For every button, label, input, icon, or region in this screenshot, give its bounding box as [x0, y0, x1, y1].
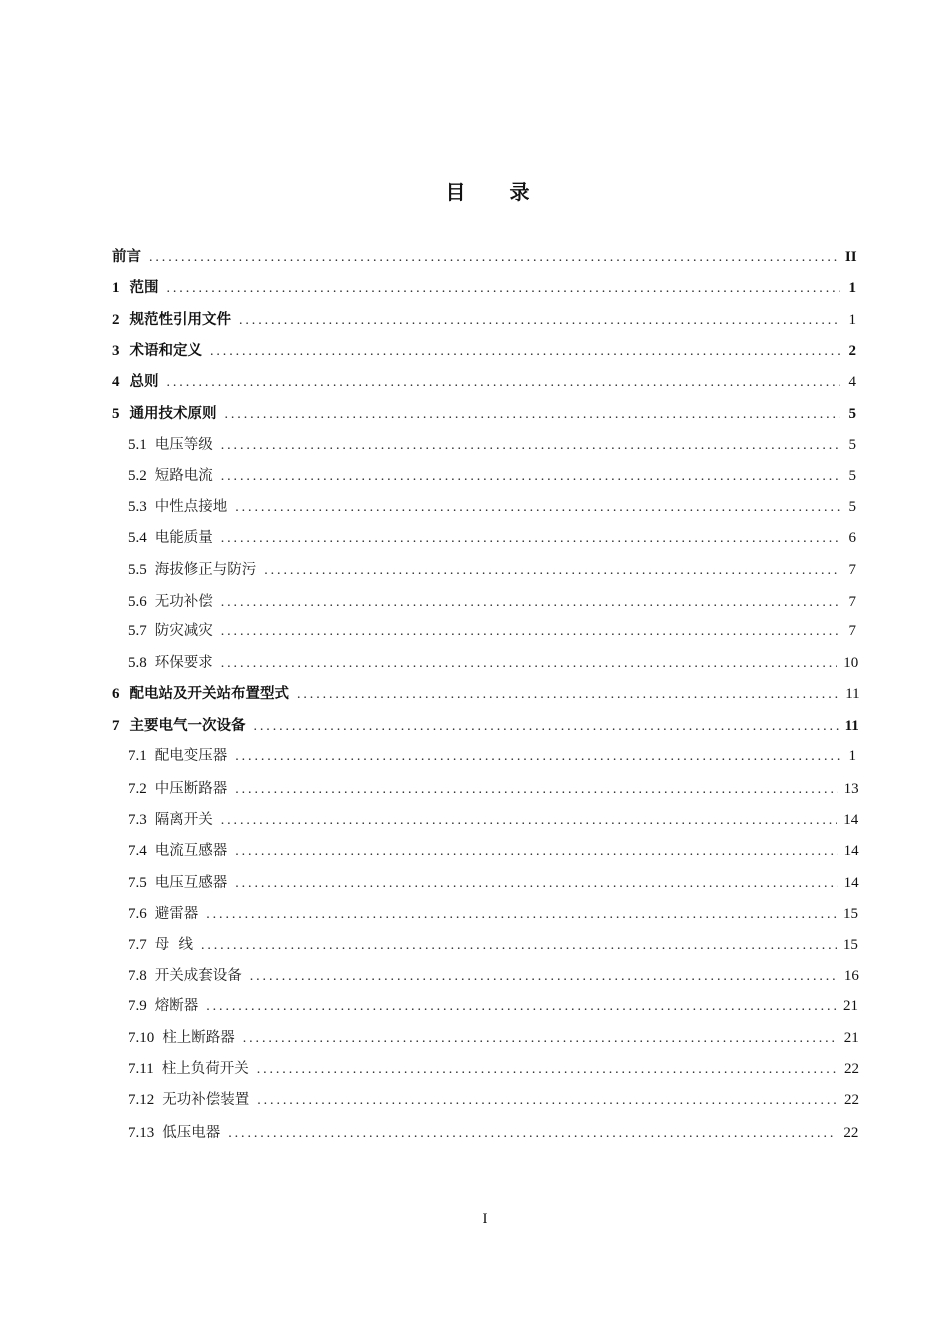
- dot-leader: [250, 966, 838, 988]
- toc-entry-number: 2: [112, 312, 120, 328]
- toc-entry-page-number: 5: [848, 437, 856, 453]
- toc-entry-page-number: 5: [848, 468, 856, 484]
- toc-entry-number: 7.1: [128, 748, 147, 764]
- dot-leader: [235, 497, 840, 519]
- toc-entry-page-number: 10: [843, 655, 859, 671]
- toc-entry-number: 6: [112, 686, 120, 702]
- dot-leader: [201, 935, 837, 957]
- toc-entry-label: 通用技术原则: [129, 406, 217, 422]
- toc-entry[interactable]: [128, 465, 856, 487]
- dot-leader: [257, 1059, 838, 1081]
- toc-entry-label: 配电站及开关站布置型式: [129, 686, 289, 702]
- toc-entry[interactable]: [128, 527, 856, 549]
- toc-entry-label: 环保要求: [154, 655, 213, 671]
- dot-leader: [206, 904, 837, 926]
- toc-entry-label: 总则: [129, 374, 159, 390]
- title-char-2: 录: [509, 180, 530, 204]
- title-char-1: 目: [445, 180, 466, 204]
- dot-leader: [239, 310, 840, 332]
- toc-entry[interactable]: [128, 809, 859, 831]
- dot-leader: [221, 592, 840, 614]
- dot-leader: [235, 873, 837, 895]
- dot-leader: [228, 1123, 837, 1145]
- toc-entry-label: 低压电器: [162, 1125, 221, 1141]
- toc-entry-label: 电流互感器: [154, 843, 228, 859]
- toc-entry-number: 5.7: [128, 623, 147, 639]
- toc-entry-label: 短路电流: [154, 468, 213, 484]
- toc-entry[interactable]: [112, 340, 856, 362]
- toc-entry-page-number: 1: [848, 312, 856, 328]
- toc-entry[interactable]: [128, 995, 856, 1017]
- toc-entry[interactable]: [128, 965, 859, 987]
- dot-leader: [257, 1090, 838, 1112]
- toc-entry-number: 4: [112, 374, 120, 390]
- toc-entry[interactable]: [128, 652, 859, 674]
- toc-entry-label: 柱上断路器: [162, 1030, 235, 1046]
- toc-entry-page-number: 5: [848, 406, 856, 422]
- toc-entry-number: 7.5: [128, 875, 147, 891]
- dot-leader: [235, 841, 837, 863]
- toc-entry-number: 7.3: [128, 812, 147, 828]
- toc-entry-number: 5.6: [128, 594, 147, 610]
- toc-entry-number: 7.10: [128, 1030, 155, 1046]
- dot-leader: [167, 372, 841, 394]
- toc-entry-page-number: 22: [844, 1061, 859, 1077]
- toc-entry[interactable]: [128, 496, 856, 518]
- toc-entry-number: 5.8: [128, 655, 147, 671]
- toc-entry-page-number: 1: [848, 280, 856, 296]
- toc-entry-page-number: 7: [848, 594, 856, 610]
- dot-leader: [221, 466, 840, 488]
- toc-entry-label: 熔断器: [154, 998, 199, 1014]
- toc-entry[interactable]: [128, 903, 856, 925]
- toc-entry-number: 3: [112, 343, 120, 359]
- toc-entry[interactable]: [128, 591, 856, 613]
- toc-entry-label: 前言: [112, 249, 141, 265]
- toc-entry-number: 7.7: [128, 937, 147, 953]
- toc-entry-label: 无功补偿装置: [162, 1092, 250, 1108]
- toc-entry-label: 电压等级: [154, 437, 213, 453]
- toc-entry-page-number: 7: [848, 623, 856, 639]
- toc-entry-label: 主要电气一次设备: [129, 718, 246, 734]
- toc-entry[interactable]: [128, 778, 859, 800]
- toc-entry-page-number: II: [844, 249, 857, 265]
- dot-leader: [297, 684, 839, 706]
- toc-entry-label: 避雷器: [154, 906, 199, 922]
- toc-entry[interactable]: [112, 371, 856, 393]
- toc-entry-number: 7.4: [128, 843, 147, 859]
- toc-entry-page-number: 1: [848, 748, 856, 764]
- toc-entry-label: 柱上负荷开关: [161, 1061, 249, 1077]
- toc-entry-page-number: 2: [848, 343, 856, 359]
- toc-entry-page-number: 16: [843, 968, 859, 984]
- toc-entry-label: 防灾减灾: [154, 623, 213, 639]
- toc-entry-page-number: 14: [843, 843, 859, 859]
- toc-entry-page-number: 13: [843, 781, 859, 797]
- toc-entry[interactable]: [128, 1058, 859, 1080]
- toc-entry[interactable]: [128, 745, 856, 767]
- toc-entry-number: 1: [112, 280, 120, 296]
- toc-entry[interactable]: [128, 620, 856, 642]
- toc-entry-number: 7: [112, 718, 120, 734]
- toc-entry-number: 5.2: [128, 468, 147, 484]
- toc-entry-label: 母 线: [154, 937, 193, 953]
- dot-leader: [254, 716, 839, 738]
- dot-leader: [149, 247, 839, 269]
- dot-leader: [235, 746, 840, 768]
- toc-entry-page-number: 22: [844, 1092, 860, 1108]
- toc-entry[interactable]: [112, 246, 856, 268]
- toc-entry-page-number: 7: [848, 562, 856, 578]
- toc-entry-label: 术语和定义: [129, 343, 202, 359]
- toc-entry-label: 无功补偿: [154, 594, 213, 610]
- dot-leader: [206, 996, 837, 1018]
- toc-entry-page-number: 15: [842, 906, 858, 922]
- toc-entry-label: 配电变压器: [154, 748, 228, 764]
- toc-entry-label: 规范性引用文件: [129, 312, 231, 328]
- toc-entry-number: 5.1: [128, 437, 147, 453]
- toc-entry-label: 范围: [129, 280, 159, 296]
- toc-entry-number: 7.6: [128, 906, 147, 922]
- toc-entry[interactable]: [128, 434, 856, 456]
- dot-leader: [221, 653, 838, 675]
- dot-leader: [221, 435, 840, 457]
- dot-leader: [221, 810, 838, 832]
- toc-entry[interactable]: [112, 309, 856, 331]
- toc-entry[interactable]: [128, 1122, 859, 1144]
- toc-entry[interactable]: [112, 715, 859, 737]
- toc-entry-number: 5.4: [128, 530, 147, 546]
- page-number: I: [482, 1211, 488, 1227]
- toc-entry[interactable]: [128, 559, 856, 581]
- toc-entry-number: 5: [112, 406, 120, 422]
- toc-entry-label: 中性点接地: [154, 499, 228, 515]
- toc-entry-number: 7.13: [128, 1125, 155, 1141]
- toc-entry-number: 5.5: [128, 562, 147, 578]
- toc-entry-page-number: 22: [843, 1125, 859, 1141]
- toc-entry[interactable]: [128, 840, 859, 862]
- toc-entry-label: 海拔修正与防污: [154, 562, 257, 578]
- toc-entry-page-number: 14: [843, 812, 859, 828]
- toc-entry[interactable]: [112, 683, 860, 705]
- toc-entry-label: 开关成套设备: [154, 968, 242, 984]
- toc-entry[interactable]: [128, 1027, 859, 1049]
- dot-leader: [167, 278, 841, 300]
- dot-leader: [210, 341, 840, 363]
- toc-entry[interactable]: [128, 934, 856, 956]
- toc-entry[interactable]: [112, 277, 856, 299]
- toc-entry-number: 7.9: [128, 998, 147, 1014]
- dot-leader: [235, 779, 837, 801]
- dot-leader: [221, 621, 840, 643]
- toc-entry-number: 7.12: [128, 1092, 155, 1108]
- toc-entry-number: 5.3: [128, 499, 147, 515]
- toc-entry-page-number: 14: [843, 875, 859, 891]
- toc-entry-page-number: 4: [848, 374, 856, 390]
- toc-entry-label: 中压断路器: [154, 781, 228, 797]
- toc-entry-page-number: 11: [845, 686, 860, 702]
- toc-entry-label: 隔离开关: [154, 812, 213, 828]
- toc-entry-number: 7.8: [128, 968, 147, 984]
- toc-entry-page-number: 11: [844, 718, 859, 734]
- toc-entry-page-number: 6: [848, 530, 856, 546]
- toc-entry-number: 7.11: [128, 1061, 154, 1077]
- toc-entry[interactable]: [112, 403, 856, 425]
- toc-entry-label: 电压互感器: [154, 875, 228, 891]
- toc-entry-page-number: 5: [848, 499, 856, 515]
- dot-leader: [264, 560, 840, 582]
- toc-entry[interactable]: [128, 1089, 860, 1111]
- toc-entry-label: 电能质量: [154, 530, 213, 546]
- dot-leader: [225, 404, 841, 426]
- toc-entry[interactable]: [128, 872, 859, 894]
- toc-entry-page-number: 21: [842, 998, 858, 1014]
- dot-leader: [243, 1028, 838, 1050]
- page-title: [0, 176, 950, 205]
- toc-entry-number: 7.2: [128, 781, 147, 797]
- toc-entry-page-number: 15: [842, 937, 858, 953]
- toc-entry-page-number: 21: [843, 1030, 859, 1046]
- dot-leader: [221, 528, 840, 550]
